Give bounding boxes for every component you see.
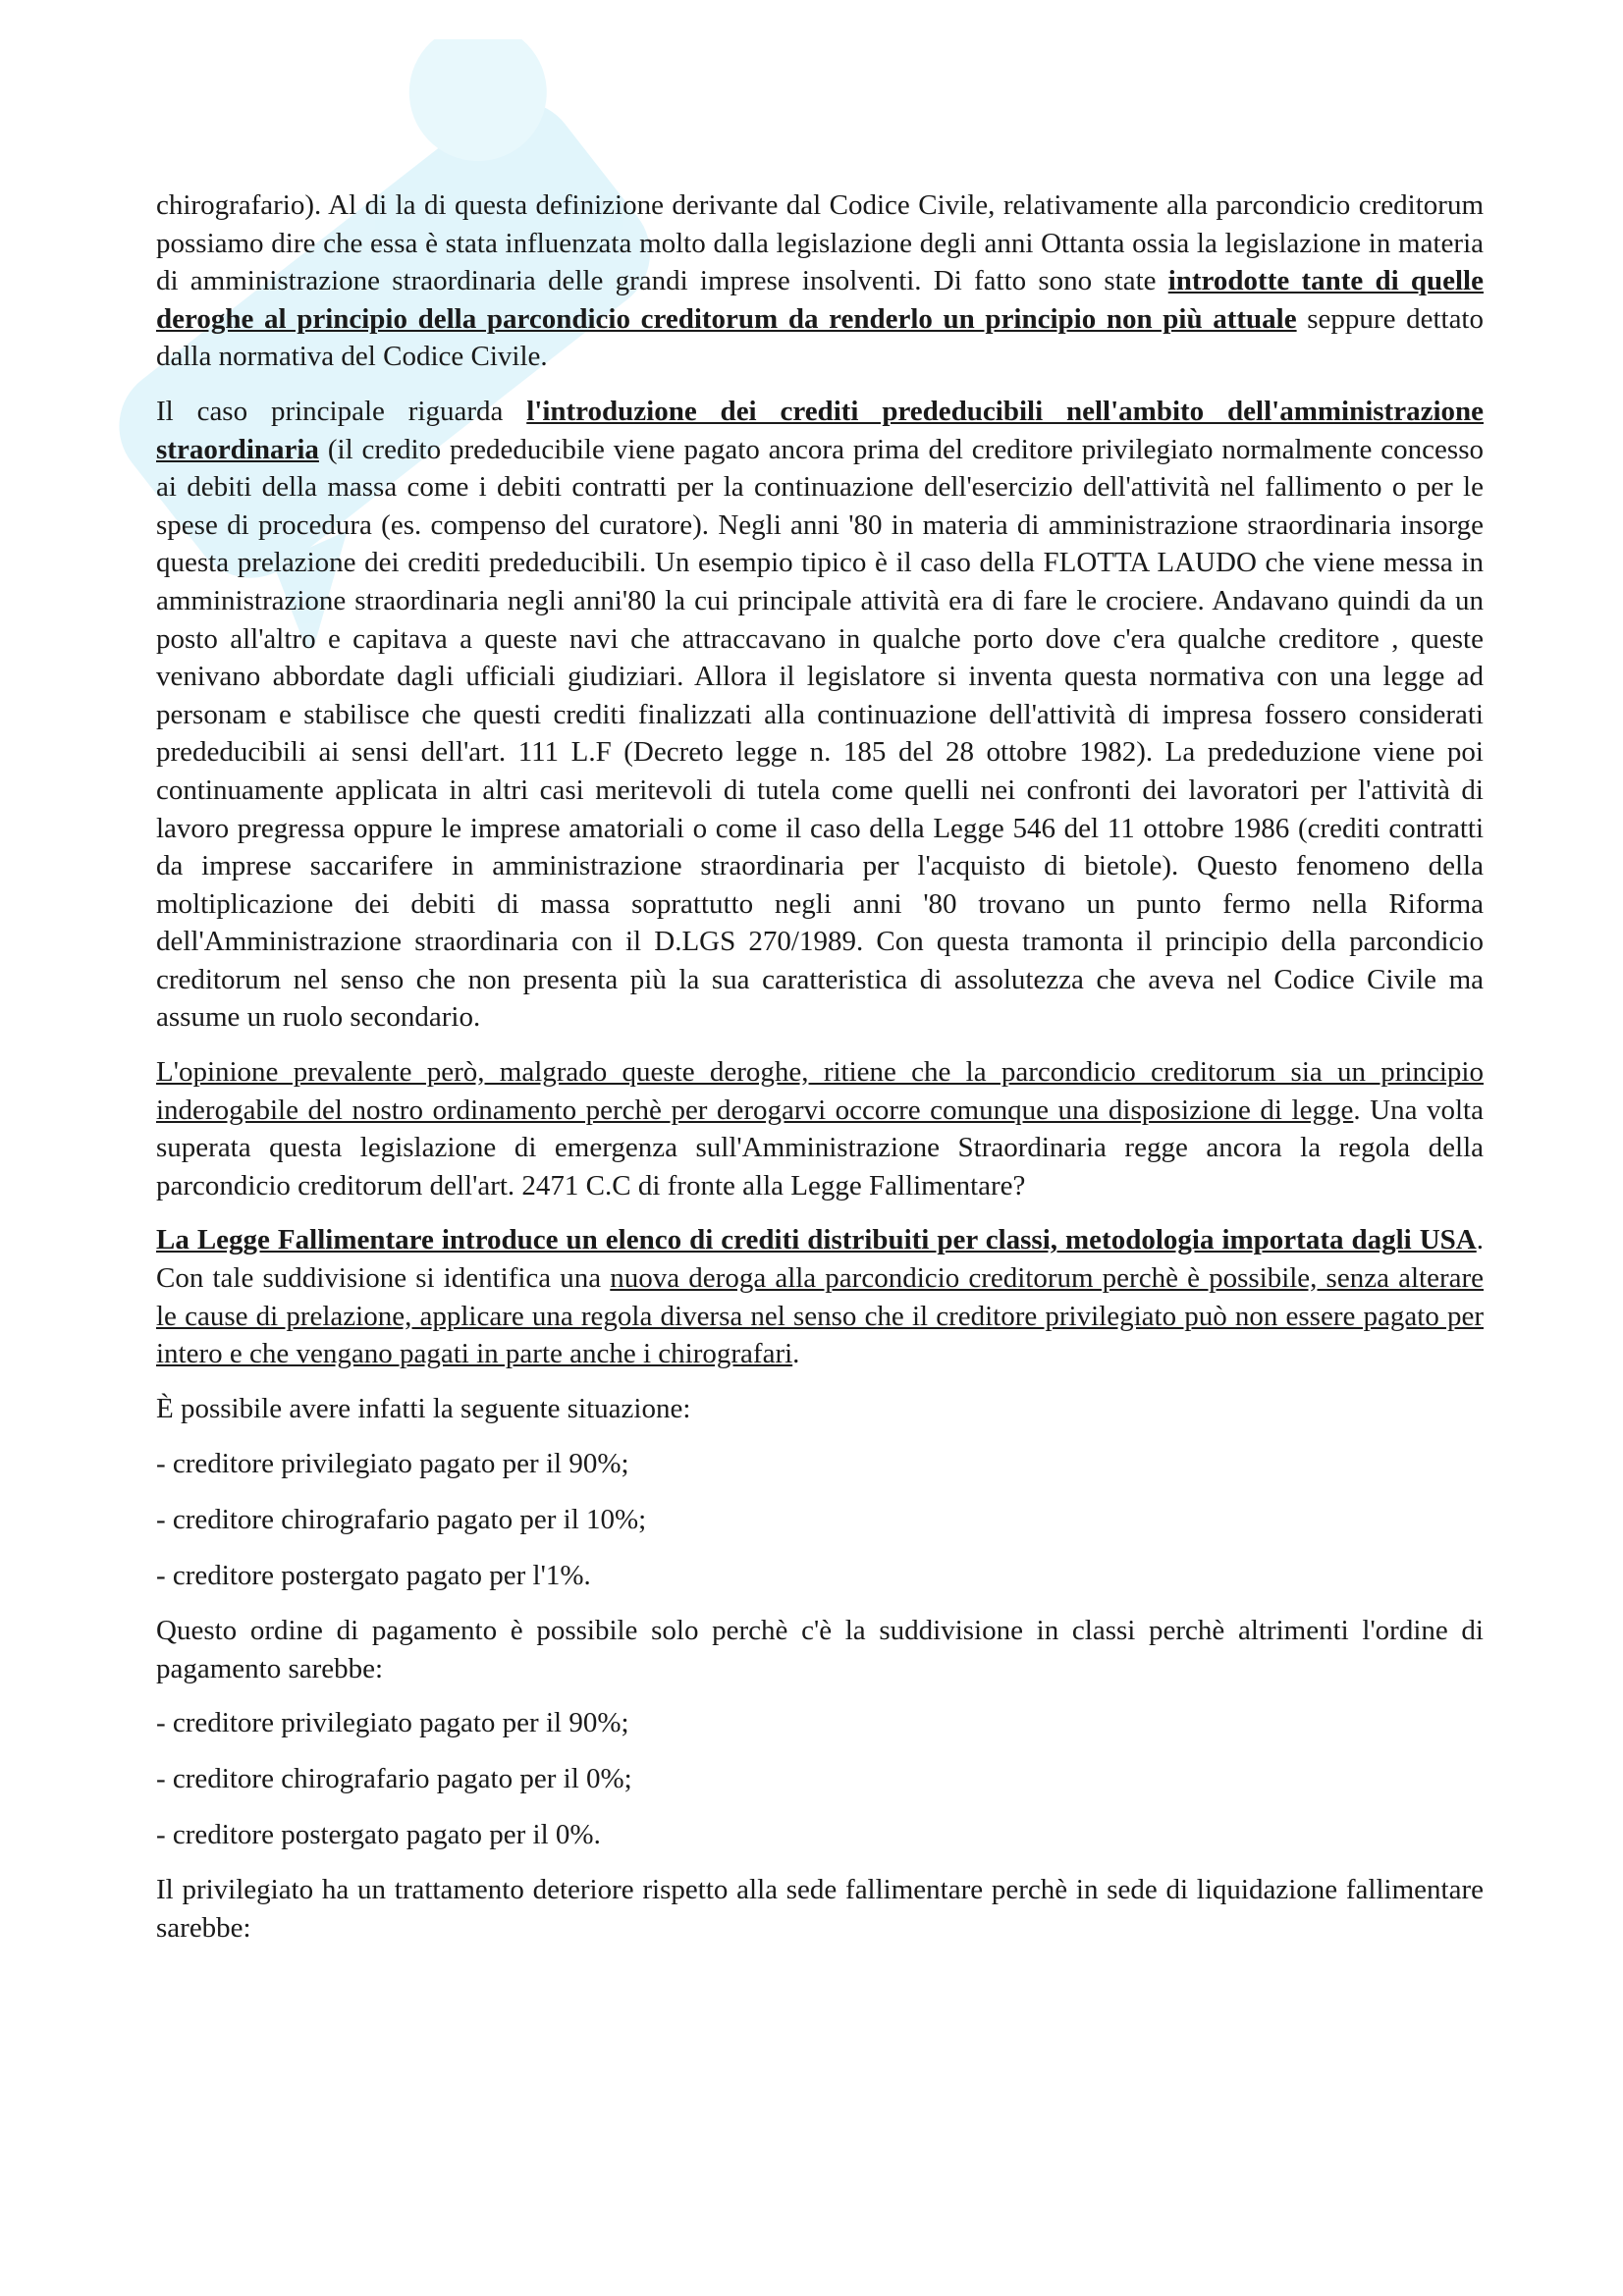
document-body (156, 187, 1484, 1963)
bold-underlined-text: l'introduzione dei crediti prededucibili nell'ambito dell'amministrazione straordinaria (156, 395, 1484, 465)
paragraph (156, 393, 1484, 1037)
paragraph (156, 187, 1484, 376)
text-run: È possibile avere infatti la seguente situazione: (156, 1392, 691, 1424)
bold-underlined-text: La Legge Fallimentare introduce un elenco di crediti distribuiti per classi, metodologia importata dagli USA (156, 1224, 1477, 1256)
text-run: . Una volta superata questa legislazione di emergenza sull'Amministrazione Straordinaria regge ancora la regola della parcondicio creditorum dell'art. 2471 C.C di fronte alla Legge Fallimentare? (156, 1094, 1484, 1201)
text-run: . Con tale suddivisione si identifica una (156, 1224, 1484, 1295)
paragraph (156, 1612, 1484, 1687)
text-run: - creditore postergato pagato per il 0%. (156, 1818, 601, 1850)
text-run: seppure dettato dalla normativa del Codice Civile. (156, 302, 1484, 373)
text-run: . (792, 1338, 800, 1370)
text-run: - creditore privilegiato pagato per il 90%; (156, 1707, 629, 1739)
list-item (156, 1445, 1484, 1483)
text-run: - creditore chirografario pagato per il 0%; (156, 1762, 632, 1794)
list-item (156, 1816, 1484, 1854)
list-item (156, 1557, 1484, 1595)
paragraph (156, 1221, 1484, 1372)
text-run: Il privilegiato ha un trattamento deteriore rispetto alla sede fallimentare perchè in sede di liquidazione fallimentare sarebbe: (156, 1874, 1484, 1944)
text-run: (il credito prededucibile viene pagato ancora prima del creditore privilegiato normalmente concesso ai debiti della massa come i debiti contratti per la continuazione dell'esercizio dell'attività nel fallimento o per le spese di procedura (es. compenso del curatore). Negli anni '80 in materia di amministrazione straordinaria insorge questa prelazione dei crediti prededucibili. Un esempio tipico è il caso della FLOTTA LAUDO che viene messa in amministrazione straordinaria negli anni'80 la cui principale attività era di fare le crociere. Andavano quindi da un posto all'altro e capitava a queste navi che attraccavano in qualche porto dove c'era qualche creditore , queste venivano abbordate dagli ufficiali giudiziari. Allora il legislatore si inventa questa normativa con una legge ad personam e stabilisce che questi crediti finalizzati alla continuazione dell'attività di impresa fossero considerati prededucibili ai sensi dell'art. 111 L.F (Decreto legge n. 185 del 28 ottobre 1982). La prededuzione viene poi continuamente applicata in altri casi meritevoli di tutela come quelli nei confronti dei lavoratori per l'attività di lavoro pregressa oppure le imprese amatoriali o come il caso della Legge 546 del 11 ottobre 1986 (crediti contratti da imprese saccarifere in amministrazione straordinaria per l'acquisto di bietole). Questo fenomeno della moltiplicazione dei debiti di massa soprattutto negli anni '80 trovano un punto fermo nella Riforma dell'Amministrazione straordinaria con il D.LGS 270/1989. Con questa tramonta il principio della parcondicio creditorum nel senso che non presenta più la sua caratteristica di assolutezza che aveva nel Codice Civile ma assume un ruolo secondario. (156, 433, 1484, 1034)
list-item (156, 1704, 1484, 1742)
paragraph (156, 1871, 1484, 1947)
text-run: chirografario). Al di la di questa definizione derivante dal Codice Civile, relativamente alla parcondicio creditorum possiamo dire che essa è stata influenzata molto dalla legislazione degli anni Ottanta ossia la legislazione in materia di amministrazione straordinaria delle grandi imprese insolventi. Di fatto sono state (156, 189, 1484, 297)
paragraph (156, 1390, 1484, 1428)
paragraph (156, 1053, 1484, 1204)
text-run: - creditore privilegiato pagato per il 90%; (156, 1448, 629, 1480)
text-run: - creditore chirografario pagato per il 10%; (156, 1504, 647, 1535)
underlined-text: L'opinione prevalente però, malgrado queste deroghe, ritiene che la parcondicio creditorum sia un principio inderogabile del nostro ordinamento perchè per derogarvi occorre comunque una disposizione di legge (156, 1056, 1484, 1126)
underlined-text: nuova deroga alla parcondicio creditorum perchè è possibile, senza alterare le cause di prelazione, applicare una regola diversa nel senso che il creditore privilegiato può non essere pagato per intero e che vengano pagati in parte anche i chirografari (156, 1262, 1484, 1370)
bold-underlined-text: introdotte tante di quelle deroghe al principio della parcondicio creditorum da renderlo un principio non più attuale (156, 265, 1484, 335)
list-item (156, 1760, 1484, 1798)
list-item (156, 1501, 1484, 1539)
text-run: Il caso principale riguarda (156, 395, 527, 427)
text-run: - creditore postergato pagato per l'1%. (156, 1559, 591, 1591)
text-run: Questo ordine di pagamento è possibile solo perchè c'è la suddivisione in classi perchè altrimenti l'ordine di pagamento sarebbe: (156, 1615, 1484, 1684)
